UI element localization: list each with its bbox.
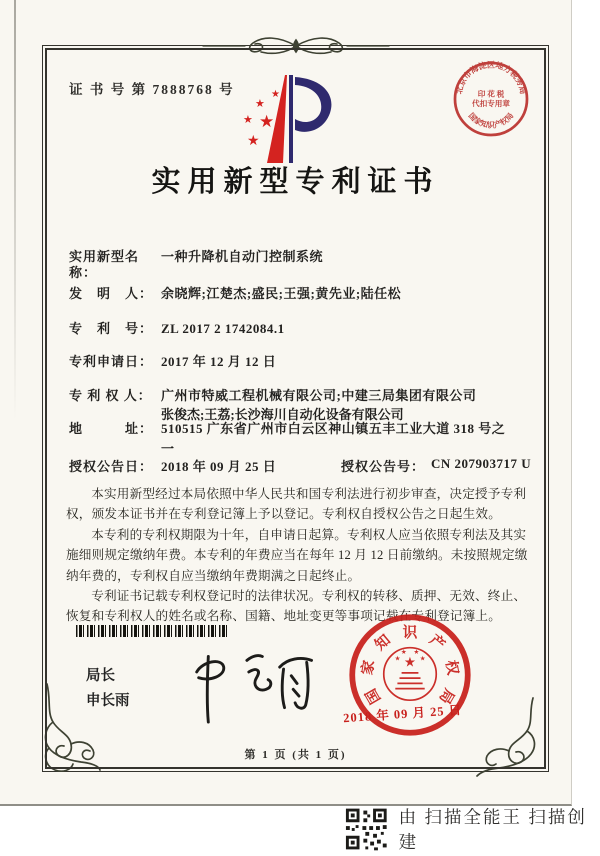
svg-text:★: ★ xyxy=(247,134,260,149)
certificate-title: 实用新型专利证书 xyxy=(151,166,440,198)
certificate-frame xyxy=(42,45,549,772)
field-inventors-value: 余晓辉;江楚杰;盛民;王强;黄先业;陆任松 xyxy=(161,286,402,301)
field-address-label: 地 址： xyxy=(69,421,154,436)
field-patentee-line1: 广州市特威工程机械有限公司;中建三局集团有限公司 xyxy=(161,388,477,403)
seal-char: 局 xyxy=(435,685,457,707)
seal-char: 权 xyxy=(442,659,461,677)
corner-flourish-right-icon xyxy=(473,696,543,778)
field-filing-date xyxy=(69,354,529,370)
scanner-footer xyxy=(344,804,600,854)
tax-stamp-line1: 印 花 税 xyxy=(477,89,505,99)
seal-char: 国 xyxy=(363,685,385,707)
cnipa-logo-icon xyxy=(235,69,339,169)
director-title: 局长 xyxy=(86,668,115,684)
svg-text:★: ★ xyxy=(259,112,275,131)
field-patent-no-value: ZL 2017 2 1742084.1 xyxy=(161,321,285,336)
seal-char: 识 xyxy=(402,625,418,642)
seal-char: 知 xyxy=(372,632,394,654)
top-border-ornament-icon xyxy=(201,33,391,59)
corner-flourish-left-icon xyxy=(37,682,101,778)
svg-text:★: ★ xyxy=(394,655,401,663)
tax-stamp-arc-top: 北京市海淀区地方税务局 xyxy=(454,60,528,95)
page-number: 第 1 页 (共 1 页) xyxy=(244,749,347,761)
field-grant-date xyxy=(69,456,341,475)
field-address-line1: 510515 广东省广州市白云区神山镇五丰工业大道 318 号之 xyxy=(161,421,506,436)
field-patentee-label: 专 利 权 人： xyxy=(69,388,152,403)
svg-text:★: ★ xyxy=(255,98,265,110)
svg-text:国家知识产权局 xyxy=(467,110,516,129)
tax-stamp-arc-bottom: 国家知识产权局 xyxy=(466,111,516,130)
svg-text:★: ★ xyxy=(243,114,253,126)
field-inventors-label: 发 明 人： xyxy=(69,286,154,301)
legal-text xyxy=(66,484,530,627)
seal-date: 2018 年 09 月 25 日 xyxy=(342,702,463,726)
scanner-footer-text: 由 扫描全能王 扫描创建 xyxy=(398,807,587,852)
svg-text:★: ★ xyxy=(400,649,407,656)
field-address-line2: 一 xyxy=(161,441,175,456)
page-edge-line xyxy=(14,0,16,420)
field-name-label: 实用新型名称： xyxy=(69,249,140,281)
seal-char: 家 xyxy=(359,659,378,677)
tax-stamp xyxy=(451,59,531,139)
field-patent-no-label: 专 利 号： xyxy=(69,321,154,336)
field-name-value: 一种升降机自动门控制系统 xyxy=(161,249,324,264)
field-grant-date-value: 2018 年 09 月 25 日 xyxy=(161,459,277,474)
field-patent-no xyxy=(69,321,529,337)
field-patentee-line2: 张俊杰;王荔;长沙海川自动化设备有限公司 xyxy=(161,407,404,422)
seal-char: 产 xyxy=(426,632,448,654)
svg-text:★: ★ xyxy=(413,649,420,656)
field-patentee xyxy=(69,388,529,404)
director-signature xyxy=(169,643,319,725)
legal-paragraph-2: 本专利的专利权期限为十年，自申请日起算。专利权人应当依照专利法及其实施细则规定缴纳年费。本专利的年费应当在每年 12 月 12 日前缴纳。未按照规定缴纳年费的，专利权自应当缴纳年费期满之日起终止。 xyxy=(66,527,528,583)
field-grant-no-label: 授权公告号： xyxy=(341,459,426,474)
field-grant-no xyxy=(341,456,537,475)
legal-paragraph-1: 本实用新型经过本局依照中华人民共和国专利法进行初步审查，决定授予专利权，颁发本证书并在专利登记簿上予以登记。专利权自授权公告之日起生效。 xyxy=(66,487,527,522)
field-name xyxy=(69,249,529,282)
field-inventors xyxy=(69,286,529,302)
field-grant-date-label: 授权公告日： xyxy=(69,459,154,474)
national-emblem-icon xyxy=(384,648,437,701)
field-filing-date-label: 专利申请日： xyxy=(69,354,154,369)
director-name: 申长雨 xyxy=(86,693,130,710)
barcode xyxy=(76,625,228,637)
qr-code-icon xyxy=(344,806,389,852)
tax-stamp-line2: 代扣专用章 xyxy=(472,99,510,109)
svg-text:★: ★ xyxy=(419,655,426,663)
certificate-number: 证 书 号 第 7888768 号 xyxy=(69,82,235,97)
field-grant-no-value: CN 207903717 U xyxy=(431,456,532,471)
svg-text:★: ★ xyxy=(403,654,417,670)
field-filing-date-value: 2017 年 12 月 12 日 xyxy=(161,354,277,369)
legal-paragraph-3: 专利证书记载专利权登记时的法律状况。专利权的转移、质押、无效、终止、恢复和专利权人的姓名或名称、国籍、地址变更等事项记载在专利登记簿上。 xyxy=(66,588,527,624)
svg-text:★: ★ xyxy=(271,89,280,100)
grant-row xyxy=(69,456,537,475)
field-address xyxy=(69,421,529,437)
